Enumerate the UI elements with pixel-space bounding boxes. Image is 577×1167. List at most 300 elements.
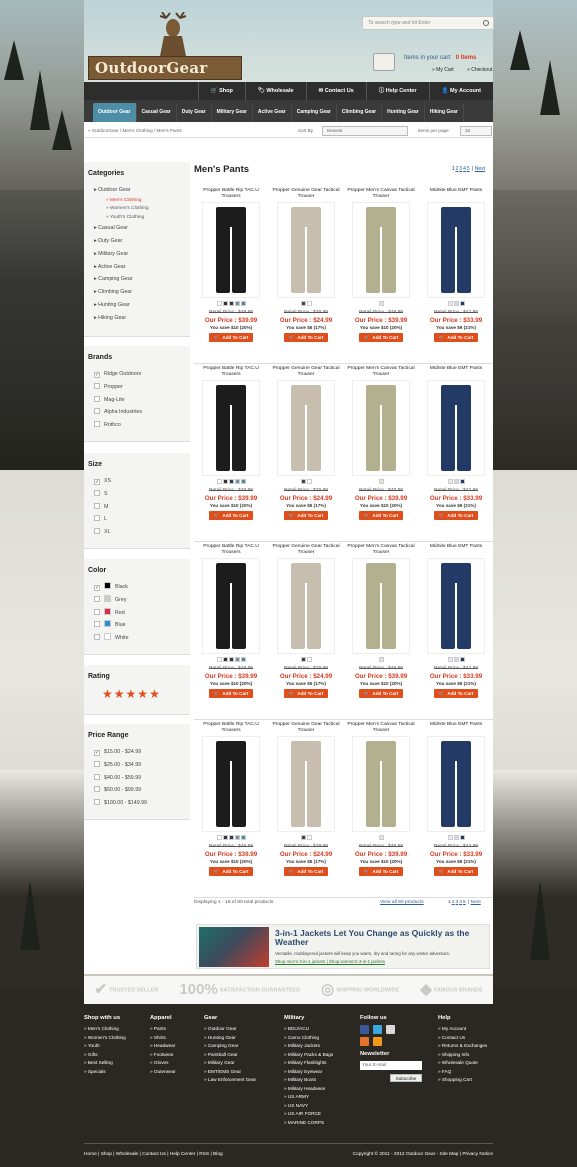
star-icon[interactable]: ★ [113,687,126,701]
add-to-cart-button[interactable] [209,511,253,520]
add-to-cart-button[interactable] [359,689,403,698]
topnav-account[interactable]: 👤 My Account [429,82,493,100]
product-name[interactable]: Propper Genuine Gear Tactical Trouser [272,366,340,377]
banner-links[interactable]: Shop men's 3-in-1 jackets | Shop women's 3-in-1 jackets [275,959,385,964]
color-filter-item[interactable] [84,619,190,632]
footer-link[interactable] [204,1051,256,1060]
color-swatch[interactable] [241,657,246,662]
brands-label: Ridge Outdoors [104,371,142,377]
product-name[interactable]: Propper Men's Canvas Tactical Trouser [347,366,415,377]
checkbox[interactable] [94,634,100,640]
product-card[interactable] [194,542,268,720]
footer-link[interactable] [284,1059,333,1068]
footer-link[interactable] [438,1059,487,1068]
add-to-cart-button[interactable] [284,511,328,520]
product-image[interactable] [202,736,260,832]
add-to-cart-label: Add To Cart [447,691,474,696]
color-swatch[interactable] [235,479,240,484]
product-card[interactable] [269,186,343,364]
footer-link[interactable] [204,1025,256,1034]
footer-link[interactable] [438,1025,487,1034]
page-link[interactable]: 4 [463,166,466,172]
footer-shop [84,1015,126,1074]
add-to-cart-label: Add To Cart [372,869,399,874]
catnav-casual-gear[interactable]: Casual Gear [137,103,177,122]
product-name[interactable]: Propper Genuine Gear Tactical Trouser [272,544,340,555]
product-image[interactable] [202,558,260,654]
catnav-climbing-gear[interactable]: Climbing Gear [337,103,382,122]
product-image[interactable] [427,202,485,298]
footer-link[interactable] [150,1025,176,1034]
footer-link[interactable] [438,1042,487,1051]
color-swatch[interactable] [448,657,453,662]
product-image[interactable] [352,736,410,832]
checkbox[interactable] [94,799,100,805]
brands-filter-item[interactable] [84,381,190,394]
catnav-duty-gear[interactable]: Duty Gear [177,103,212,122]
color-swatch[interactable] [307,657,312,662]
footer-link-label: Military Jackets [287,1043,320,1048]
topnav-contact[interactable]: ✉ Contact Us [306,82,366,100]
footer-link[interactable] [204,1034,256,1043]
product-card[interactable] [419,720,493,898]
add-to-cart-button[interactable] [434,867,478,876]
footer-link[interactable] [284,1076,333,1085]
product-name[interactable]: Midnite Blue EMT Pants [429,188,483,193]
checkbox[interactable] [94,383,100,389]
checkout-link[interactable]: » Checkout [467,67,493,73]
product-card[interactable] [194,720,268,898]
star-icon[interactable]: ★ [102,687,114,701]
product-card[interactable] [419,186,493,364]
our-price: Our Price : $24.99 [279,317,333,324]
checkbox[interactable] [94,774,100,780]
checkbox[interactable]: ✓ [95,479,100,485]
social-icons [360,1025,422,1034]
product-name[interactable]: Midnite Blue EMT Pants [429,366,483,371]
size-filter-item[interactable] [84,513,190,526]
color-swatch[interactable] [235,657,240,662]
page-link[interactable]: 4 [459,900,462,905]
add-to-cart-label: Add To Cart [297,869,324,874]
brands-filter-item[interactable] [84,368,190,381]
social-icons-2 [360,1037,422,1046]
size-filter-item[interactable] [84,526,190,539]
retail-price: Retail Price : $29.99 [283,844,329,849]
subscribe-button[interactable]: Subscribe [390,1074,422,1083]
search-input[interactable] [362,16,494,30]
color-swatch[interactable] [301,479,306,484]
savings: You save $10 (20%) [359,325,403,330]
checkbox[interactable]: ✓ [95,372,100,378]
color-swatch[interactable] [460,657,465,662]
catnav-active-gear[interactable]: Active Gear [253,103,292,122]
product-name[interactable]: Propper Battle Rip TAC.U Trousers [203,188,259,199]
product-card[interactable] [194,186,268,364]
footer-link[interactable] [438,1034,487,1043]
page-link[interactable]: 5 [466,166,470,172]
color-swatch[interactable] [301,301,306,306]
category-item[interactable] [84,286,190,299]
add-to-cart-button[interactable] [434,511,478,520]
color-swatch[interactable] [217,835,222,840]
color-title: Color [88,567,107,574]
retail-price: Retail Price : $49.99 [208,666,254,671]
sort-select[interactable]: Newest [322,126,408,136]
bottom-links[interactable]: Home | Shop | Wholesale | Contact Us | Help Center | RSS | Blog [84,1152,223,1157]
bullet-icon: » [150,1068,154,1074]
add-to-cart-button[interactable] [434,333,478,342]
size-filter-item[interactable] [84,501,190,514]
product-name[interactable]: Propper Men's Canvas Tactical Trouser [347,544,415,555]
footer-link[interactable] [438,1068,487,1077]
product-card[interactable] [269,542,343,720]
footer-link[interactable] [284,1102,333,1111]
bullet-icon: » [284,1034,288,1040]
add-to-cart-button[interactable] [284,867,328,876]
color-swatch[interactable] [223,301,228,306]
cart-icon: 🛒 [438,513,445,518]
footer-link[interactable] [204,1068,256,1077]
footer-link[interactable] [284,1034,333,1043]
footer-link[interactable] [284,1051,333,1060]
product-image[interactable] [427,558,485,654]
add-to-cart-label: Add To Cart [372,513,399,518]
price-filter-item[interactable] [84,784,190,797]
view-all-link[interactable]: View all 80 products [380,900,424,905]
checkbox[interactable] [94,761,100,767]
color-swatch[interactable] [379,301,384,306]
add-to-cart-button[interactable] [284,333,328,342]
pants-icon [216,207,246,293]
footer-link[interactable] [284,1025,333,1034]
page-link[interactable]: 3 [459,166,463,172]
color-filter-item[interactable] [84,632,190,645]
product-image[interactable] [352,202,410,298]
category-item[interactable] [84,235,190,248]
category-item[interactable] [84,273,190,286]
brands-filter-item[interactable] [84,394,190,407]
product-name[interactable]: Midnite Blue EMT Pants [429,544,483,549]
color-swatch[interactable] [229,479,234,484]
price-filter-item[interactable] [84,759,190,772]
checkbox[interactable] [94,503,100,509]
product-card[interactable] [419,542,493,720]
flickr-icon[interactable] [360,1037,369,1046]
product-name[interactable]: Propper Genuine Gear Tactical Trouser [272,722,340,733]
add-to-cart-button[interactable] [209,867,253,876]
color-swatch[interactable] [217,301,222,306]
footer-link[interactable] [284,1119,333,1128]
footer-link-label: Returns & Exchanges [441,1043,488,1048]
product-name[interactable]: Propper Battle Rip TAC.U Trousers [203,722,259,733]
checkbox[interactable] [94,621,100,627]
product-name[interactable]: Midnite Blue EMT Pants [429,722,483,727]
footer-link[interactable] [150,1051,176,1060]
footer-link[interactable] [150,1068,176,1077]
product-image[interactable] [202,380,260,476]
catnav-hiking-gear[interactable]: Hiking Gear [425,103,464,122]
color-swatch[interactable] [229,835,234,840]
newsletter-email-input[interactable]: Your E-mail [360,1061,422,1070]
color-swatch[interactable] [379,657,384,662]
product-card[interactable] [344,542,418,720]
linkedin-icon[interactable] [386,1025,395,1034]
color-swatch[interactable] [301,835,306,840]
footer-link[interactable] [84,1042,126,1051]
color-swatch[interactable] [460,301,465,306]
product-card[interactable] [419,364,493,542]
color-swatch[interactable] [229,657,234,662]
product-image[interactable] [202,202,260,298]
footer-link[interactable] [204,1076,256,1085]
color-swatch[interactable] [217,657,222,662]
checkbox[interactable] [94,396,100,402]
color-swatch[interactable] [301,657,306,662]
rss-icon[interactable] [373,1037,382,1046]
page-link[interactable]: 2 [451,900,455,905]
checkbox[interactable] [94,408,100,414]
checkbox[interactable] [94,596,100,602]
category-item[interactable] [84,214,190,223]
add-to-cart-button[interactable] [434,689,478,698]
product-name[interactable]: Propper Men's Canvas Tactical Trouser [347,722,415,733]
pagination-next-bottom[interactable]: Next [470,900,481,905]
pagination-next[interactable]: Next [474,166,485,172]
add-to-cart-button[interactable] [284,689,328,698]
footer-link[interactable] [84,1034,126,1043]
price-filter-item[interactable] [84,797,190,810]
savings: You save $9 (21%) [436,859,476,864]
category-item[interactable] [84,184,190,197]
category-item[interactable] [84,205,190,214]
color-swatch[interactable] [448,301,453,306]
product-card[interactable] [344,364,418,542]
breadcrumb[interactable]: « OutdoorGear / Men's Clothing / Men's Pants [88,128,182,133]
color-swatch[interactable] [454,835,459,840]
footer-link[interactable] [284,1042,333,1051]
bullet-icon: ▸ [94,263,98,270]
footer-link[interactable] [204,1042,256,1051]
color-swatch[interactable] [460,479,465,484]
main-container [84,82,493,974]
footer-link[interactable] [204,1059,256,1068]
brands-title: Brands [88,354,113,361]
retail-price: Retail Price : $49.99 [358,488,404,493]
star-icon[interactable]: ★ [149,687,161,701]
category-item[interactable] [84,197,190,206]
product-image[interactable] [277,736,335,832]
my-cart-link[interactable]: » My Cart [432,67,454,73]
color-swatch[interactable] [241,479,246,484]
footer-military-title: Military [284,1015,305,1021]
category-item[interactable] [84,261,190,274]
pants-icon [216,741,246,827]
footer-link-label: BDU/ACU [287,1026,310,1031]
topnav-shop[interactable]: 🛒 Shop [198,82,245,100]
category-item[interactable] [84,248,190,261]
footer-link[interactable] [438,1076,487,1085]
add-to-cart-button[interactable] [359,867,403,876]
product-image[interactable] [277,380,335,476]
sort-label: Sort By [298,128,314,133]
product-card[interactable] [269,364,343,542]
color-swatch[interactable] [307,479,312,484]
color-swatch[interactable] [223,657,228,662]
product-card[interactable] [344,720,418,898]
color-swatch[interactable] [454,479,459,484]
tree-icon [4,40,24,80]
bullet-icon: » [284,1119,288,1125]
category-item[interactable] [84,312,190,325]
banner-title: 3-in-1 Jackets Let You Change as Quickly as the Weather [275,928,470,947]
category-item[interactable] [84,222,190,235]
search-icon[interactable] [483,20,489,26]
brands-filter-item[interactable] [84,406,190,419]
checkbox[interactable] [94,421,100,427]
catnav-outdoor-gear[interactable]: Outdoor Gear [93,103,137,122]
color-swatch[interactable] [241,301,246,306]
trust-strip [84,976,493,1004]
checkbox[interactable] [94,515,100,521]
color-swatch[interactable] [460,835,465,840]
page-link[interactable]: 5 [462,900,466,905]
footer-link[interactable] [150,1042,176,1051]
checkbox[interactable]: ✓ [95,750,100,756]
add-to-cart-button[interactable] [209,333,253,342]
add-to-cart-button[interactable] [359,333,403,342]
footer-link[interactable] [150,1059,176,1068]
size-filter-item[interactable] [84,488,190,501]
product-image[interactable] [352,380,410,476]
pagination-bottom: 12345 | Next [448,900,481,905]
color-swatch[interactable] [235,835,240,840]
product-image[interactable] [352,558,410,654]
footer-link[interactable] [284,1093,333,1102]
color-swatch[interactable] [241,835,246,840]
facebook-icon[interactable] [360,1025,369,1034]
per-page-select[interactable]: 16 [460,126,492,136]
size-filter-item[interactable] [84,475,190,488]
color-swatch[interactable] [454,657,459,662]
product-name[interactable]: Propper Genuine Gear Tactical Trouser [272,188,340,199]
checkbox[interactable] [94,528,100,534]
color-swatch[interactable] [379,835,384,840]
footer-link[interactable] [284,1068,333,1077]
color-swatch[interactable] [223,835,228,840]
product-name[interactable]: Propper Battle Rip TAC.U Trousers [203,366,259,377]
site-logo[interactable]: OutdoorGear [88,56,242,80]
color-swatch[interactable] [379,479,384,484]
bullet-icon: » [438,1051,442,1057]
globe-icon: ◎ [321,981,335,998]
topnav-wholesale[interactable]: 🏷 Wholesale [245,82,306,100]
color-swatch[interactable] [448,835,453,840]
color-filter-item[interactable] [84,607,190,620]
add-to-cart-button[interactable] [359,511,403,520]
footer-link[interactable] [284,1110,333,1119]
checkbox[interactable] [94,786,100,792]
page-link[interactable]: 2 [455,166,459,172]
topnav-help[interactable]: ⓘ Help Center [366,82,429,100]
catnav-camping-gear[interactable]: Camping Gear [292,103,337,122]
promo-banner[interactable] [196,924,490,969]
color-swatch[interactable] [229,301,234,306]
product-image[interactable] [277,202,335,298]
page-link[interactable]: 1 [451,166,455,172]
catnav-military-gear[interactable]: Military Gear [212,103,253,122]
my-cart-label: My Cart [436,67,454,73]
color-filter-item[interactable] [84,594,190,607]
check-icon: ✔ [94,981,108,998]
product-row [194,542,493,720]
color-swatches [419,479,493,488]
footer-link[interactable] [150,1034,176,1043]
brands-filter-item[interactable] [84,419,190,432]
product-image[interactable] [427,736,485,832]
color-swatch[interactable] [307,835,312,840]
color-swatch[interactable] [223,479,228,484]
color-swatch[interactable] [448,479,453,484]
retail-price: Retail Price : $42.99 [433,844,479,849]
cart-icon: 🛒 [288,335,295,340]
product-image[interactable] [427,380,485,476]
price-filter-item[interactable] [84,746,190,759]
bullet-icon: » [438,1077,442,1082]
product-image[interactable] [277,558,335,654]
color-filter-item[interactable] [84,581,190,594]
savings: You save $10 (20%) [209,859,253,864]
color-swatch[interactable] [235,301,240,306]
footer-link[interactable] [438,1051,487,1060]
color-swatch[interactable] [454,301,459,306]
cart-icon[interactable] [373,53,395,71]
catnav-hunting-gear[interactable]: Hunting Gear [382,103,425,122]
retail-price: Retail Price : $49.99 [358,310,404,315]
bullet-icon: » [204,1034,208,1040]
star-icon[interactable]: ★ [125,687,138,701]
color-swatches [419,657,493,666]
page-link[interactable]: 3 [455,900,459,905]
retail-price: Retail Price : $49.99 [358,666,404,671]
star-icon[interactable]: ★ [137,687,150,701]
add-to-cart-button[interactable] [209,689,253,698]
price-filter-item[interactable] [84,772,190,785]
product-card[interactable] [194,364,268,542]
product-name[interactable]: Propper Men's Canvas Tactical Trouser [347,188,415,199]
banner-image [199,927,269,967]
product-card[interactable] [344,186,418,364]
rating-stars[interactable] [84,687,190,701]
color-swatch[interactable] [307,301,312,306]
product-name[interactable]: Propper Battle Rip TAC.U Trousers [203,544,259,555]
checkbox[interactable] [94,490,100,496]
checkbox[interactable]: ✓ [95,585,100,591]
footer-link[interactable] [84,1059,126,1068]
category-item[interactable] [84,299,190,312]
footer-link[interactable] [284,1085,333,1094]
checkbox[interactable] [94,609,100,615]
cart-icon: 🛒 [363,691,370,696]
footer-link[interactable] [84,1025,126,1034]
footer-link[interactable] [84,1051,126,1060]
twitter-icon[interactable] [373,1025,382,1034]
product-card[interactable] [269,720,343,898]
page-link[interactable]: 1 [448,900,451,905]
footer-link[interactable] [84,1068,126,1077]
footer [84,1015,493,1140]
color-swatch[interactable] [217,479,222,484]
